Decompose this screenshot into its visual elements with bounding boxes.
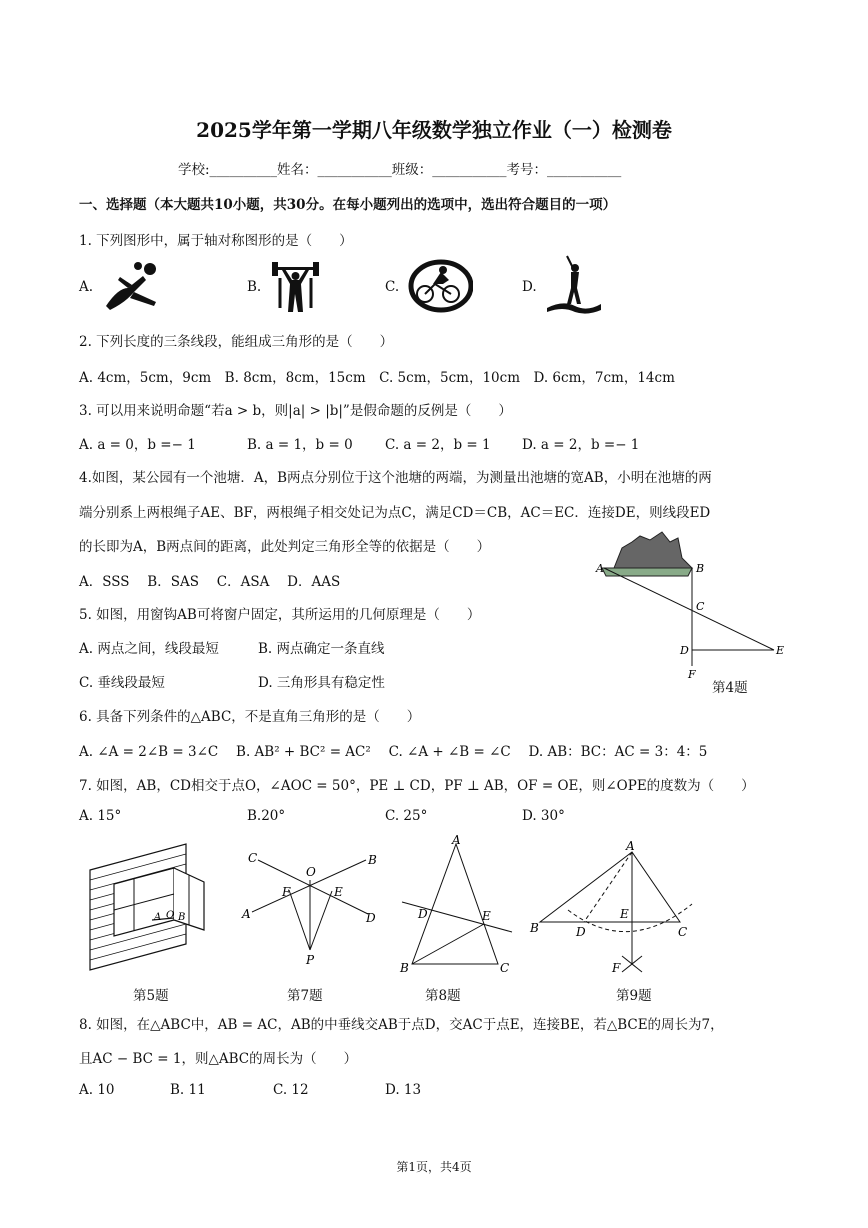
fig7-label-f: F	[282, 885, 291, 899]
q2-options: A. 4cm，5cm，9cm B. 8cm，8cm，15cm C. 5cm，5cm，10cm D. 6cm，7cm，14cm	[79, 370, 675, 386]
q6-options: A. ∠A = 2∠B = 3∠C B. AB² + BC² = AC² C. ∠A + ∠B = ∠C D. AB：BC：AC = 3：4：5	[79, 744, 708, 760]
q4-line2: 端分别系上两根绳子AE、BF，两根绳子相交处记为点C，满足CD＝CB，AC＝EC．连接DE，则线段ED	[79, 505, 711, 521]
q1-option-d-label: D.	[522, 279, 537, 295]
q8-option-b: B. 11	[170, 1082, 206, 1098]
q3-option-b: B. a = 1，b = 0	[247, 437, 353, 453]
fig8-label-e: E	[482, 909, 491, 923]
fig7-label-e: E	[334, 885, 343, 899]
q8-option-a: A. 10	[79, 1082, 115, 1098]
fig5-window-diagram	[86, 840, 216, 975]
fig4-label-d: D	[680, 644, 689, 657]
q7-stem: 7. 如图，AB，CD相交于点O，∠AOC = 50°，PE ⊥ CD，PF ⊥ AB，OF = OE，则∠OPE的度数为（ ）	[79, 778, 755, 794]
q8-option-c: C. 12	[273, 1082, 309, 1098]
q5-option-a: A. 两点之间，线段最短	[79, 641, 219, 657]
fig5-caption: 第5题	[133, 988, 169, 1004]
fig5-label-a: A	[154, 912, 162, 923]
fig9-triangle-diagram	[528, 838, 710, 976]
fig8-caption: 第8题	[425, 988, 461, 1004]
fig7-label-a: A	[242, 907, 251, 921]
fig9-label-a: A	[626, 839, 635, 853]
q3-option-d: D. a = 2，b =− 1	[522, 437, 640, 453]
q4-pond-diagram	[592, 528, 792, 688]
fig4-label-e: E	[776, 644, 785, 657]
weightlifter-icon	[268, 258, 323, 316]
page-title: 2025学年第一学期八年级数学独立作业（一）检测卷	[196, 118, 672, 142]
volleyball-player-icon	[98, 258, 163, 313]
q7-option-d: D. 30°	[522, 808, 565, 824]
q4-line1: 4.如图，某公园有一个池塘．A，B两点分别位于这个池塘的两端，为测量出池塘的宽AB，小明在池塘的两	[79, 470, 712, 486]
fig7-label-c: C	[248, 851, 258, 865]
fig8-label-b: B	[400, 961, 409, 975]
q8-line1: 8. 如图，在△ABC中，AB = AC，AB的中垂线交AB于点D，交AC于点E，连接BE，若△BCE的周长为7，	[79, 1017, 724, 1033]
fig9-caption: 第9题	[616, 988, 652, 1004]
fig4-label-a: A	[596, 562, 604, 575]
fig9-label-b: B	[530, 921, 539, 935]
q5-option-d: D. 三角形具有稳定性	[258, 675, 385, 691]
q4-caption: 第4题	[712, 680, 748, 696]
q4-options: A．SSS B．SAS C．ASA D．AAS	[79, 574, 341, 590]
q5-option-c: C. 垂线段最短	[79, 675, 165, 691]
fig4-label-c: C	[696, 600, 705, 613]
fig4-label-b: B	[696, 562, 705, 575]
fig9-label-d: D	[576, 925, 586, 939]
q6-stem: 6. 具备下列条件的△ABC，不是直角三角形的是（ ）	[79, 709, 421, 725]
fig8-label-a: A	[452, 834, 461, 847]
fig9-label-e: E	[620, 907, 629, 921]
q7-option-c: C. 25°	[385, 808, 428, 824]
fig5-label-o: O	[166, 910, 175, 921]
q2-stem: 2. 下列长度的三条线段，能组成三角形的是（ ）	[79, 334, 394, 350]
fig7-label-p: P	[306, 953, 315, 967]
page-footer: 第1页，共4页	[396, 1160, 472, 1174]
q1-option-b-label: B.	[247, 279, 262, 295]
q7-option-a: A. 15°	[79, 808, 122, 824]
q8-line2: 且AC − BC = 1，则△ABC的周长为（ ）	[79, 1051, 358, 1067]
section-heading: 一、选择题（本大题共10小题，共30分。在每小题列出的选项中，选出符合题目的一项）	[79, 197, 617, 213]
fig9-label-c: C	[678, 925, 688, 939]
student-info-line: 学校:__________姓名：___________班级：___________考号：___________	[178, 162, 622, 178]
fig8-triangle-diagram	[398, 834, 520, 976]
fig7-label-b: B	[368, 853, 377, 867]
cyclist-icon	[403, 258, 473, 316]
q1-stem: 1. 下列图形中，属于轴对称图形的是（ ）	[79, 233, 353, 249]
q8-option-d: D. 13	[385, 1082, 422, 1098]
q5-stem: 5. 如图，用窗钩AB可将窗户固定，其所运用的几何原理是（ ）	[79, 607, 481, 623]
q7-option-b: B.20°	[247, 808, 286, 824]
fig7-caption: 第7题	[287, 988, 323, 1004]
fig7-label-d: D	[366, 911, 376, 925]
fig5-label-b: B	[178, 912, 186, 923]
q1-option-a-label: A.	[79, 279, 94, 295]
fig8-label-c: C	[500, 961, 510, 975]
fig9-label-f: F	[612, 961, 621, 975]
q3-option-c: C. a = 2，b = 1	[385, 437, 491, 453]
q3-stem: 3. 可以用来说明命题“若a > b，则|a| > |b|”是假命题的反例是（ ）	[79, 403, 512, 419]
fig8-label-d: D	[418, 907, 428, 921]
fig7-label-o: O	[306, 865, 316, 879]
q4-line3: 的长即为A，B两点间的距离，此处判定三角形全等的依据是（ ）	[79, 539, 491, 555]
fig4-label-f: F	[688, 668, 696, 681]
fig7-angle-diagram	[240, 846, 380, 971]
q1-option-c-label: C.	[385, 279, 400, 295]
q3-option-a: A. a = 0，b =− 1	[79, 437, 196, 453]
golfer-icon	[545, 254, 603, 316]
q5-option-b: B. 两点确定一条直线	[258, 641, 385, 657]
